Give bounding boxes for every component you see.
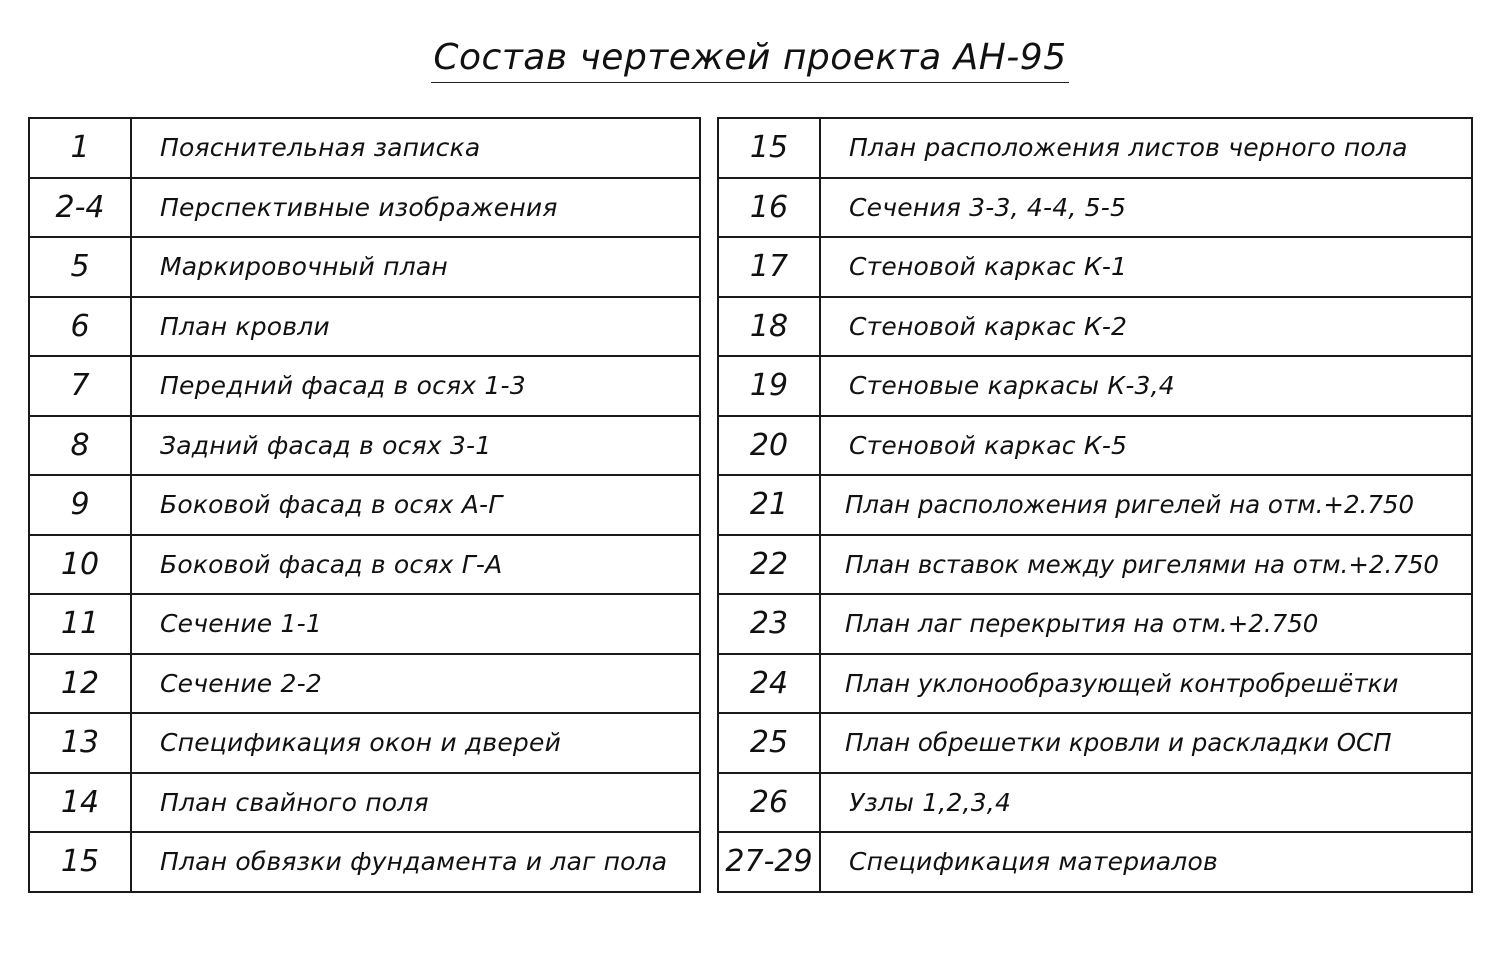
sheet-name: План обвязки фундамента и лаг пола <box>131 832 700 892</box>
sheet-number: 19 <box>718 356 820 416</box>
sheet-number: 22 <box>718 535 820 595</box>
sheet-name: План кровли <box>131 297 700 357</box>
table-row <box>718 535 1472 595</box>
table-row <box>718 654 1472 714</box>
sheet-number: 21 <box>718 475 820 535</box>
sheet-name: Стеновые каркасы К-3,4 <box>820 356 1472 416</box>
sheet-name: План обрешетки кровли и раскладки ОСП <box>820 713 1472 773</box>
sheet-number: 12 <box>29 654 131 714</box>
sheet-number: 5 <box>29 237 131 297</box>
sheet-name: Узлы 1,2,3,4 <box>820 773 1472 833</box>
document-title-text: Состав чертежей проекта АН-95 <box>431 36 1068 83</box>
sheet-name: Сечение 1-1 <box>131 594 700 654</box>
sheet-name: Задний фасад в осях 3-1 <box>131 416 700 476</box>
sheet-number: 25 <box>718 713 820 773</box>
sheet-name: Стеновой каркас К-2 <box>820 297 1472 357</box>
sheet-number: 23 <box>718 594 820 654</box>
sheet-name: План уклонообразующей контробрешётки <box>820 654 1472 714</box>
sheet-number: 11 <box>29 594 131 654</box>
sheet-number: 26 <box>718 773 820 833</box>
table-row <box>29 713 700 773</box>
sheet-name: План свайного поля <box>131 773 700 833</box>
sheet-number: 10 <box>29 535 131 595</box>
table-row <box>718 178 1472 238</box>
sheet-name: Сечение 2-2 <box>131 654 700 714</box>
table-row <box>29 654 700 714</box>
sheet-name: Маркировочный план <box>131 237 700 297</box>
table-row <box>29 475 700 535</box>
sheet-name: План лаг перекрытия на отм.+2.750 <box>820 594 1472 654</box>
sheet-number: 2-4 <box>29 178 131 238</box>
sheet-number: 1 <box>29 118 131 178</box>
sheet-number: 7 <box>29 356 131 416</box>
sheet-number: 17 <box>718 237 820 297</box>
table-row <box>718 356 1472 416</box>
sheet-number: 18 <box>718 297 820 357</box>
sheet-number: 14 <box>29 773 131 833</box>
sheet-name: План вставок между ригелями на отм.+2.750 <box>820 535 1472 595</box>
table-row <box>29 832 700 892</box>
table-row <box>29 416 700 476</box>
sheet-name: План расположения листов черного пола <box>820 118 1472 178</box>
table-row <box>718 118 1472 178</box>
table-row <box>718 297 1472 357</box>
table-row <box>718 832 1472 892</box>
sheet-name: Стеновой каркас К-1 <box>820 237 1472 297</box>
sheet-number: 9 <box>29 475 131 535</box>
sheet-number: 24 <box>718 654 820 714</box>
sheet-name: Спецификация материалов <box>820 832 1472 892</box>
drawings-table-left <box>28 117 701 893</box>
sheet-name: Пояснительная записка <box>131 118 700 178</box>
sheet-number: 6 <box>29 297 131 357</box>
table-row <box>29 356 700 416</box>
table-row <box>29 594 700 654</box>
table-row <box>718 237 1472 297</box>
sheet-number: 16 <box>718 178 820 238</box>
sheet-number: 27-29 <box>718 832 820 892</box>
sheet-number: 15 <box>29 832 131 892</box>
sheet-name: Сечения 3-3, 4-4, 5-5 <box>820 178 1472 238</box>
sheet-name: Стеновой каркас К-5 <box>820 416 1472 476</box>
sheet-name: Передний фасад в осях 1-3 <box>131 356 700 416</box>
table-row <box>718 416 1472 476</box>
table-row <box>29 118 700 178</box>
table-row <box>29 535 700 595</box>
document-title <box>0 34 1500 83</box>
sheet-name: Перспективные изображения <box>131 178 700 238</box>
sheet-number: 13 <box>29 713 131 773</box>
drawings-table-right <box>717 117 1473 893</box>
table-row <box>718 773 1472 833</box>
table-row <box>718 475 1472 535</box>
table-row <box>29 297 700 357</box>
sheet-name: Боковой фасад в осях Г-А <box>131 535 700 595</box>
table-row <box>29 237 700 297</box>
table-row <box>718 594 1472 654</box>
table-row <box>29 178 700 238</box>
table-row <box>29 773 700 833</box>
table-row <box>718 713 1472 773</box>
sheet-name: План расположения ригелей на отм.+2.750 <box>820 475 1472 535</box>
sheet-name: Боковой фасад в осях А-Г <box>131 475 700 535</box>
sheet-number: 20 <box>718 416 820 476</box>
sheet-name: Спецификация окон и дверей <box>131 713 700 773</box>
sheet-number: 8 <box>29 416 131 476</box>
sheet-number: 15 <box>718 118 820 178</box>
